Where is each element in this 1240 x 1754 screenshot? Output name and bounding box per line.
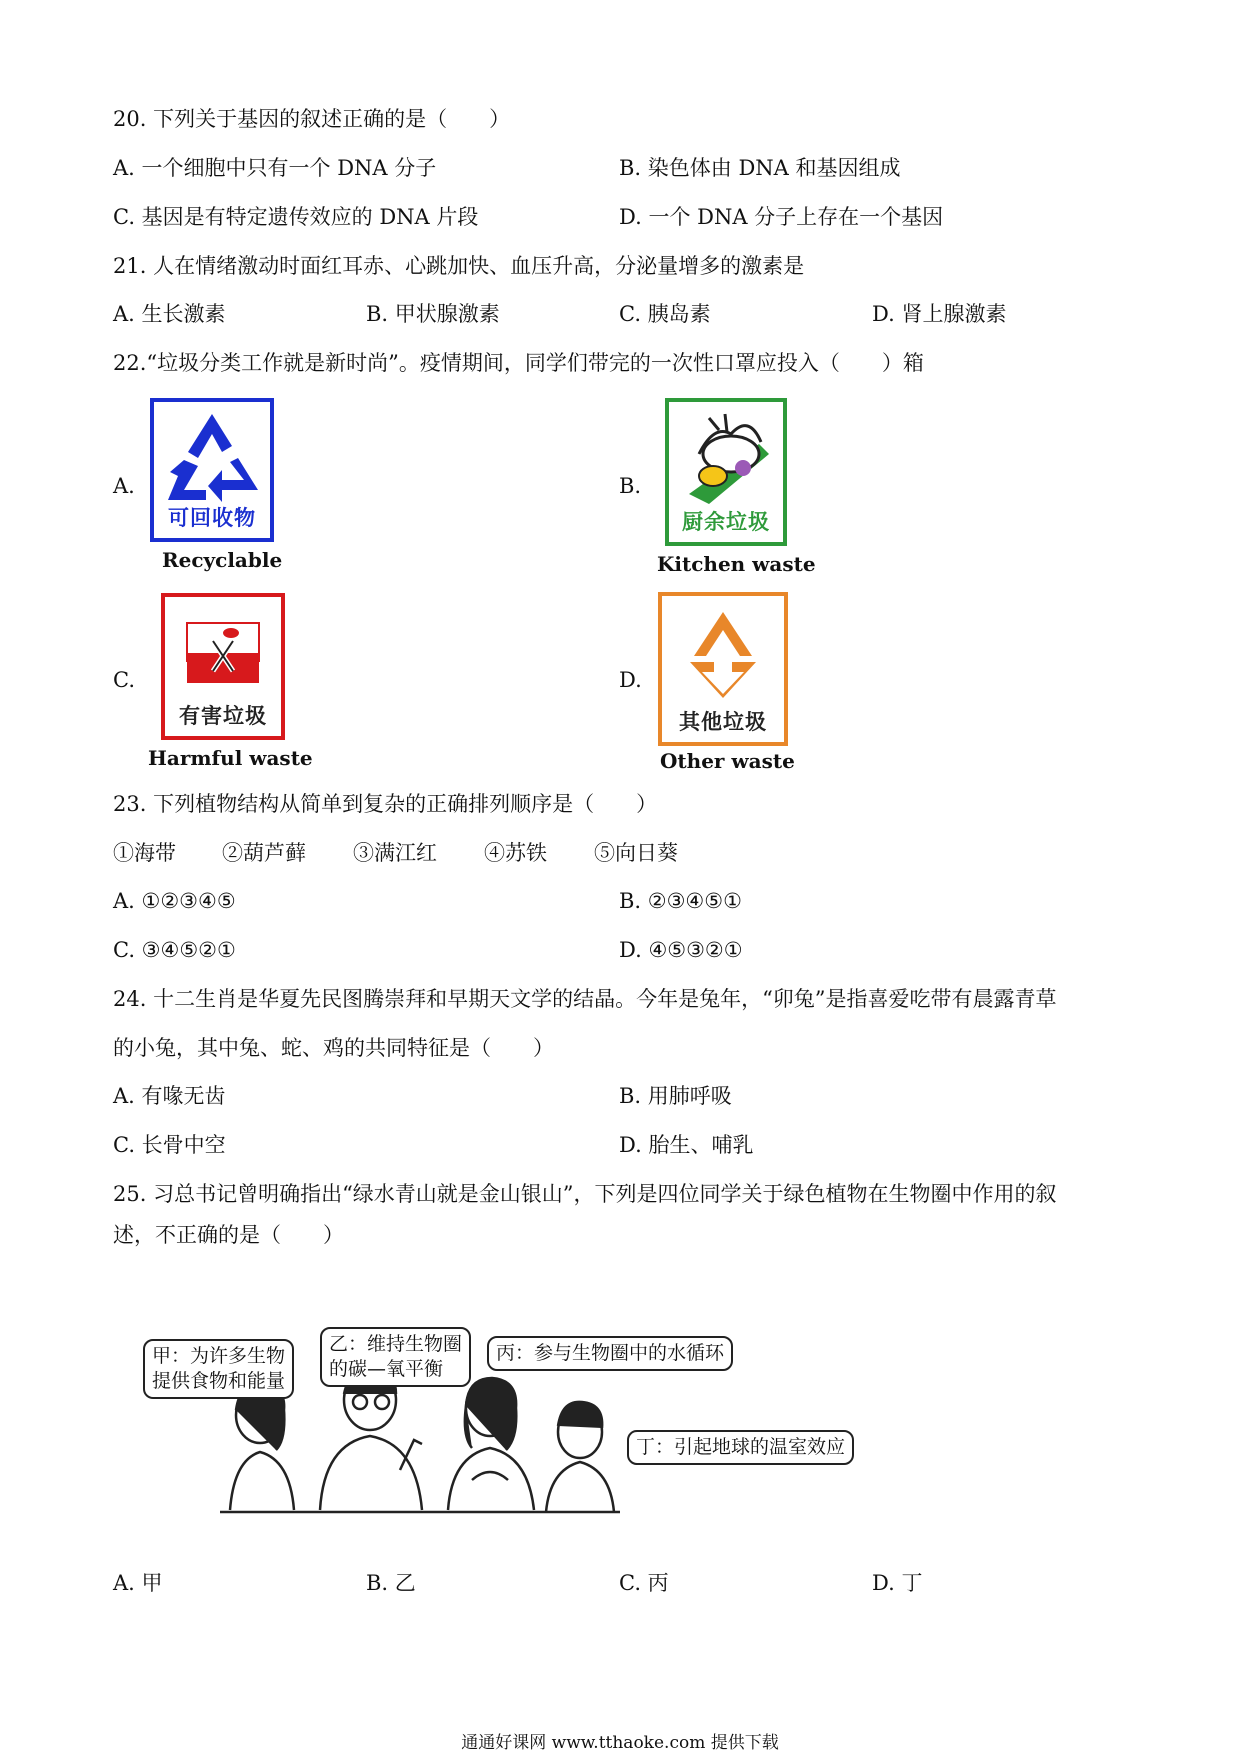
speech-bubble-jia: [143, 1339, 294, 1399]
q20-option-d: D. 一个 DNA 分子上存在一个基因: [619, 205, 944, 229]
q24-option-c: C. 长骨中空: [113, 1133, 226, 1157]
q21-option-a: A. 生长激素: [113, 302, 226, 326]
kitchen-bin-sign: [665, 398, 787, 546]
q22-option-c-letter: C.: [113, 668, 135, 692]
speech-bubble-ding: [627, 1430, 854, 1465]
q23-item-2: ②葫芦藓: [222, 841, 306, 865]
kitchen-bin-cn: 厨余垃圾: [682, 510, 770, 534]
q23-item-3: ③满江红: [353, 841, 437, 865]
q25-option-b: B. 乙: [366, 1571, 416, 1595]
q20-option-c: C. 基因是有特定遗传效应的 DNA 片段: [113, 205, 479, 229]
bubble-jia-line2: 提供食物和能量: [152, 1370, 286, 1392]
harmful-bin-sign: [161, 593, 285, 740]
q23-stem: 23. 下列植物结构从简单到复杂的正确排列顺序是（ ）: [113, 792, 658, 816]
q23-option-c: C. ③④⑤②①: [113, 938, 236, 962]
q22-option-a-letter: A.: [113, 474, 135, 498]
q24-option-b: B. 用肺呼吸: [619, 1084, 732, 1108]
q22-option-d-letter: D.: [619, 668, 642, 692]
bubble-jia-line1: 甲：为许多生物: [152, 1345, 286, 1367]
speech-bubble-bing: [487, 1336, 733, 1371]
q23-item-1: ①海带: [113, 841, 176, 865]
bubble-yi-line2: 的碳—氧平衡: [329, 1358, 444, 1380]
other-bin-sign: [658, 592, 788, 746]
q23-option-d: D. ④⑤③②①: [619, 938, 743, 962]
q23-option-b: B. ②③④⑤①: [619, 889, 742, 913]
q21-stem: 21. 人在情绪激动时面红耳赤、心跳加快、血压升高，分泌量增多的激素是: [113, 254, 805, 278]
q21-option-c: C. 胰岛素: [619, 302, 711, 326]
recyclable-bin-cn: 可回收物: [168, 506, 256, 530]
q24-option-a: A. 有喙无齿: [113, 1084, 226, 1108]
q25-option-a: A. 甲: [113, 1571, 163, 1595]
bubble-yi-line1: 乙：维持生物圈: [329, 1333, 463, 1355]
q25-option-c: C. 丙: [619, 1571, 669, 1595]
speech-bubble-yi: [320, 1327, 471, 1387]
harmful-bin-en: Harmful waste: [148, 746, 313, 770]
q24-option-d: D. 胎生、哺乳: [619, 1133, 754, 1157]
other-waste-icon: [662, 598, 784, 702]
page-footer: 通通好课网 www.tthaoke.com 提供下载: [461, 1733, 779, 1753]
q23-item-5: ⑤向日葵: [594, 841, 678, 865]
q20-option-b: B. 染色体由 DNA 和基因组成: [619, 156, 901, 180]
recycle-icon: [154, 406, 270, 506]
food-waste-icon: [669, 404, 783, 508]
q21-option-b: B. 甲状腺激素: [366, 302, 500, 326]
harmful-bin-cn: 有害垃圾: [179, 704, 267, 728]
hazard-icon: [165, 601, 281, 701]
q20-option-a: A. 一个细胞中只有一个 DNA 分子: [113, 156, 437, 180]
q22-stem: 22.“垃圾分类工作就是新时尚”。疫情期间，同学们带完的一次性口罩应投入（ ）箱: [113, 351, 924, 375]
q21-option-d: D. 肾上腺激素: [872, 302, 1007, 326]
bubble-bing-text: 丙：参与生物圈中的水循环: [496, 1342, 725, 1364]
q24-stem-line1: 24. 十二生肖是华夏先民图腾崇拜和早期天文学的结晶。今年是兔年，“卯兔”是指喜爱吃带有晨露青草: [113, 987, 1057, 1011]
bubble-ding-text: 丁：引起地球的温室效应: [636, 1436, 846, 1458]
q25-stem-line2: 述，不正确的是（ ）: [113, 1223, 344, 1247]
q20-stem: 20. 下列关于基因的叙述正确的是（ ）: [113, 107, 511, 131]
kitchen-bin-en: Kitchen waste: [657, 552, 816, 576]
recyclable-bin-sign: [150, 398, 274, 542]
q24-stem-line2: 的小兔，其中兔、蛇、鸡的共同特征是（ ）: [113, 1036, 554, 1060]
recyclable-bin-en: Recyclable: [162, 548, 283, 572]
other-bin-cn: 其他垃圾: [679, 710, 767, 734]
q25-stem-line1: 25. 习总书记曾明确指出“绿水青山就是金山银山”，下列是四位同学关于绿色植物在生物圈中作用的叙: [113, 1182, 1057, 1206]
q25-option-d: D. 丁: [872, 1571, 923, 1595]
other-bin-en: Other waste: [660, 749, 795, 773]
q23-option-a: A. ①②③④⑤: [113, 889, 236, 913]
q22-option-b-letter: B.: [619, 474, 642, 498]
q23-item-4: ④苏铁: [484, 841, 547, 865]
